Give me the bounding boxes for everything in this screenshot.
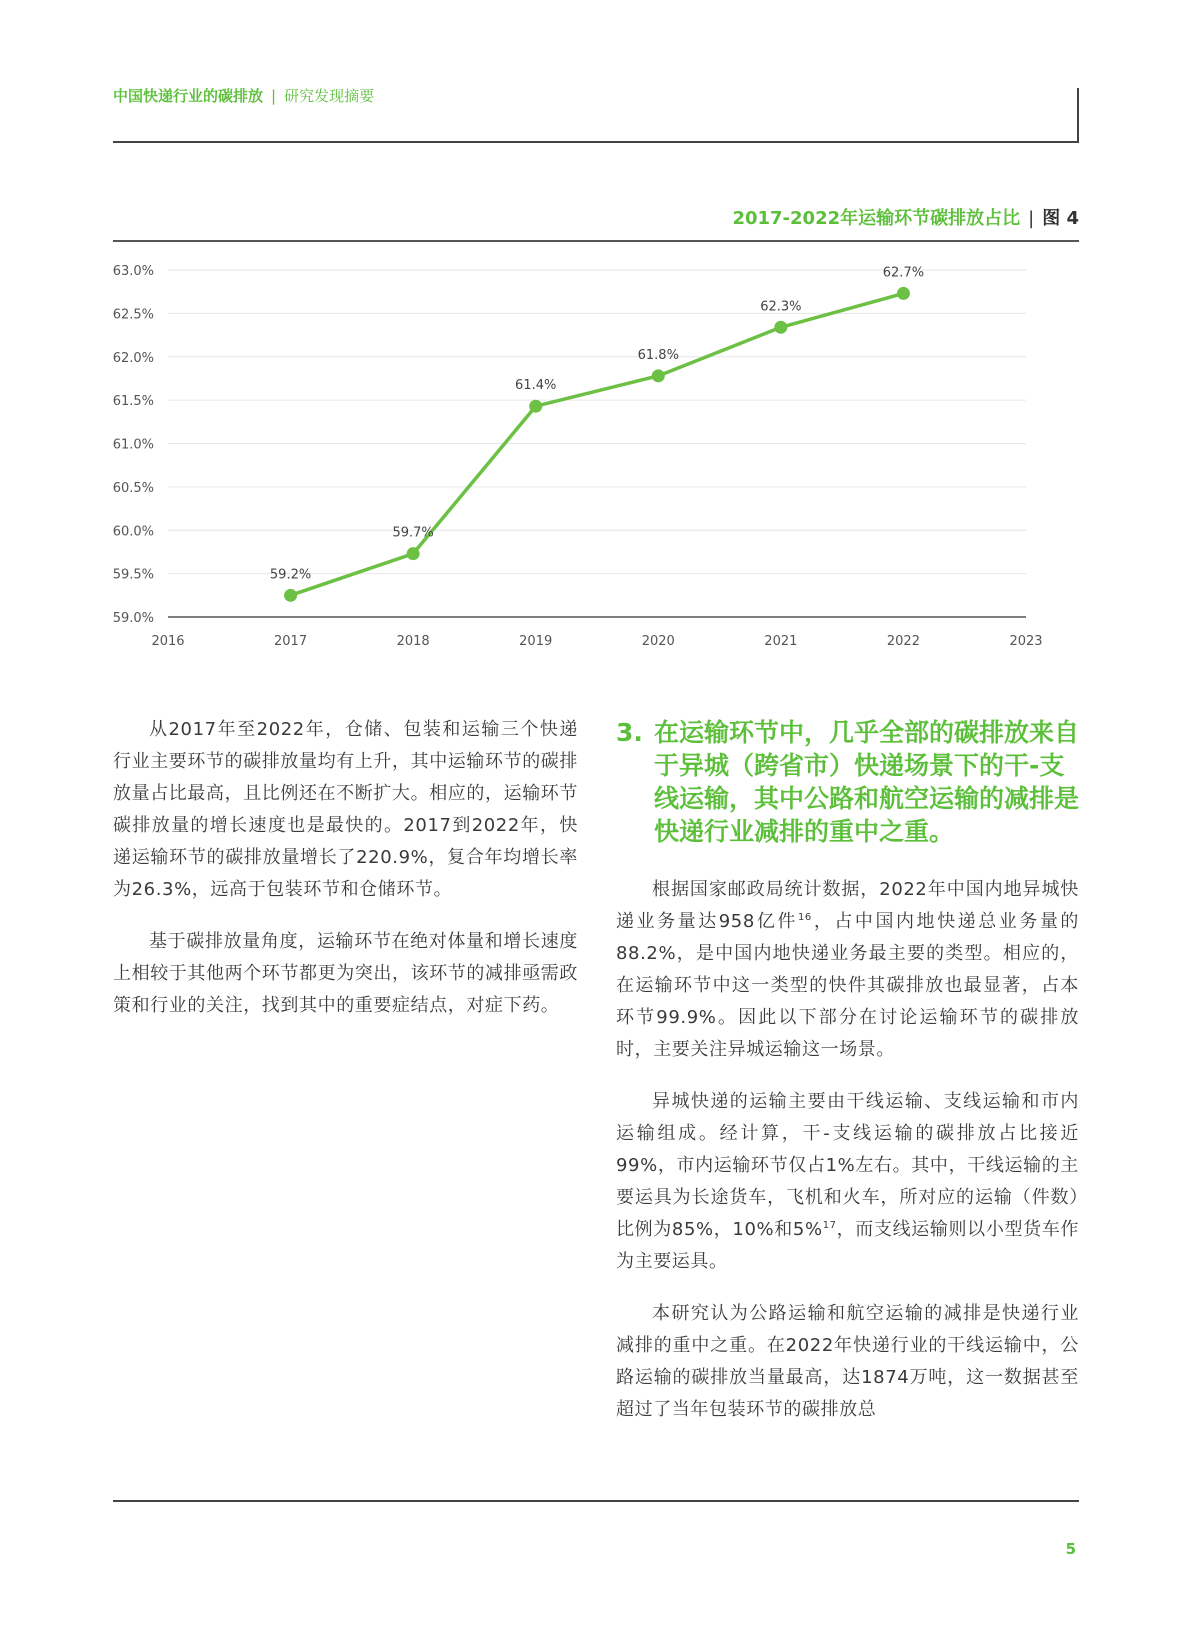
figure-rule [113, 240, 1079, 242]
figure-title-text: 2017-2022年运输环节碳排放占比 [732, 208, 1021, 229]
data-point [897, 287, 910, 300]
finding-heading [616, 716, 1086, 848]
y-tick-label: 63.0% [112, 264, 154, 279]
footnote-ref-17: 17 [822, 1220, 837, 1231]
x-tick-label: 2023 [1009, 634, 1043, 649]
right-paragraph-3: 本研究认为公路运输和航空运输的减排是快递行业减排的重中之重。在2022年快递行业的干线运输中，公路运输的碳排放当量最高，达1874万吨，这一数据甚至超过了当年包装环节的碳排放总 [616, 1303, 1079, 1420]
header-rule [113, 141, 1079, 143]
header-separator: | [271, 87, 277, 105]
finding-number: 3. [616, 718, 643, 747]
left-paragraph-2: 基于碳排放量角度，运输环节在绝对体量和增长速度上相较于其他两个环节都更为突出，该环节的减排亟需政策和行业的关注，找到其中的重要症结点，对症下药。 [113, 931, 578, 1016]
data-point [774, 321, 787, 334]
data-point [407, 547, 420, 560]
footnote-ref-16: 16 [797, 912, 812, 923]
y-tick-label: 60.5% [112, 480, 154, 496]
header-corner-tick [1077, 88, 1079, 143]
right-paragraph-2-part-b: ，而支线运输则以小型货车作为主要运具。 [616, 1219, 1079, 1272]
figure-title-separator: | [1028, 208, 1035, 229]
y-tick-label: 59.0% [112, 611, 154, 626]
line-chart [100, 255, 1080, 675]
footer-rule [113, 1500, 1079, 1502]
x-tick-label: 2020 [641, 634, 675, 649]
x-tick-label: 2018 [396, 634, 430, 649]
y-tick-label: 59.5% [112, 567, 154, 583]
x-tick-label: 2017 [274, 634, 308, 649]
y-tick-label: 62.5% [112, 307, 154, 323]
y-tick-label: 61.5% [112, 394, 154, 410]
y-tick-label: 62.0% [112, 350, 154, 366]
report-title: 中国快递行业的碳排放 [113, 87, 264, 105]
data-label: 59.2% [269, 567, 312, 583]
right-paragraph-2 [616, 1086, 1079, 1278]
data-point [284, 589, 297, 602]
left-column [113, 714, 578, 1042]
data-point [529, 400, 542, 413]
data-point [652, 369, 665, 382]
right-paragraph-1-part-b: ，占中国内地快递总业务量的88.2%，是中国内地快递业务最主要的类型。相应的，在运输环节中这一类型的快件其碳排放也最显著，占本环节99.9%。因此以下部分在讨论运输环节的碳排放时，主要关注异城运输这一场景。 [616, 911, 1079, 1060]
series-line [291, 293, 904, 595]
data-label: 62.3% [760, 299, 802, 315]
data-label: 59.7% [392, 525, 434, 541]
data-label: 62.7% [882, 265, 925, 281]
section-name: 研究发现摘要 [284, 87, 375, 105]
y-tick-label: 61.0% [112, 437, 154, 453]
x-tick-label: 2022 [886, 634, 920, 649]
right-paragraph-2-part-a: 异城快递的运输主要由干线运输、支线运输和市内运输组成。经计算，干-支线运输的碳排放占比接近99%，市内运输环节仅占1%左右。其中，干线运输的主要运具为长途货车，飞机和火车，所对应的运输（件数）比例为85%，10%和5% [616, 1091, 1079, 1240]
x-tick-label: 2016 [151, 634, 185, 649]
right-paragraph-1 [616, 874, 1079, 1066]
page-number: 5 [1065, 1540, 1076, 1558]
data-label: 61.4% [515, 378, 557, 394]
y-tick-label: 60.0% [112, 524, 154, 540]
right-paragraph-1-part-a: 根据国家邮政局统计数据，2022年中国内地异城快递业务量达958亿件 [616, 879, 1079, 932]
data-label: 61.8% [637, 347, 679, 363]
figure-number: 图 4 [1042, 208, 1079, 229]
left-paragraph-1: 从2017年至2022年，仓储、包装和运输三个快递行业主要环节的碳排放量均有上升，其中运输环节的碳排放量占比最高，且比例还在不断扩大。相应的，运输环节碳排放量的增长速度也是最快的。2017到2022年，快递运输环节的碳排放量增长了220.9%，复合年均增长率为26.3%，远高于包装环节和仓储环节。 [113, 719, 578, 900]
x-tick-label: 2021 [764, 634, 798, 649]
x-tick-label: 2019 [519, 634, 553, 649]
right-column [616, 874, 1079, 1446]
running-header [113, 85, 374, 106]
finding-text: 在运输环节中，几乎全部的碳排放来自于异城（跨省市）快递场景下的干-支线运输，其中公路和航空运输的减排是快递行业减排的重中之重。 [654, 718, 1080, 846]
figure-title [732, 204, 1079, 230]
